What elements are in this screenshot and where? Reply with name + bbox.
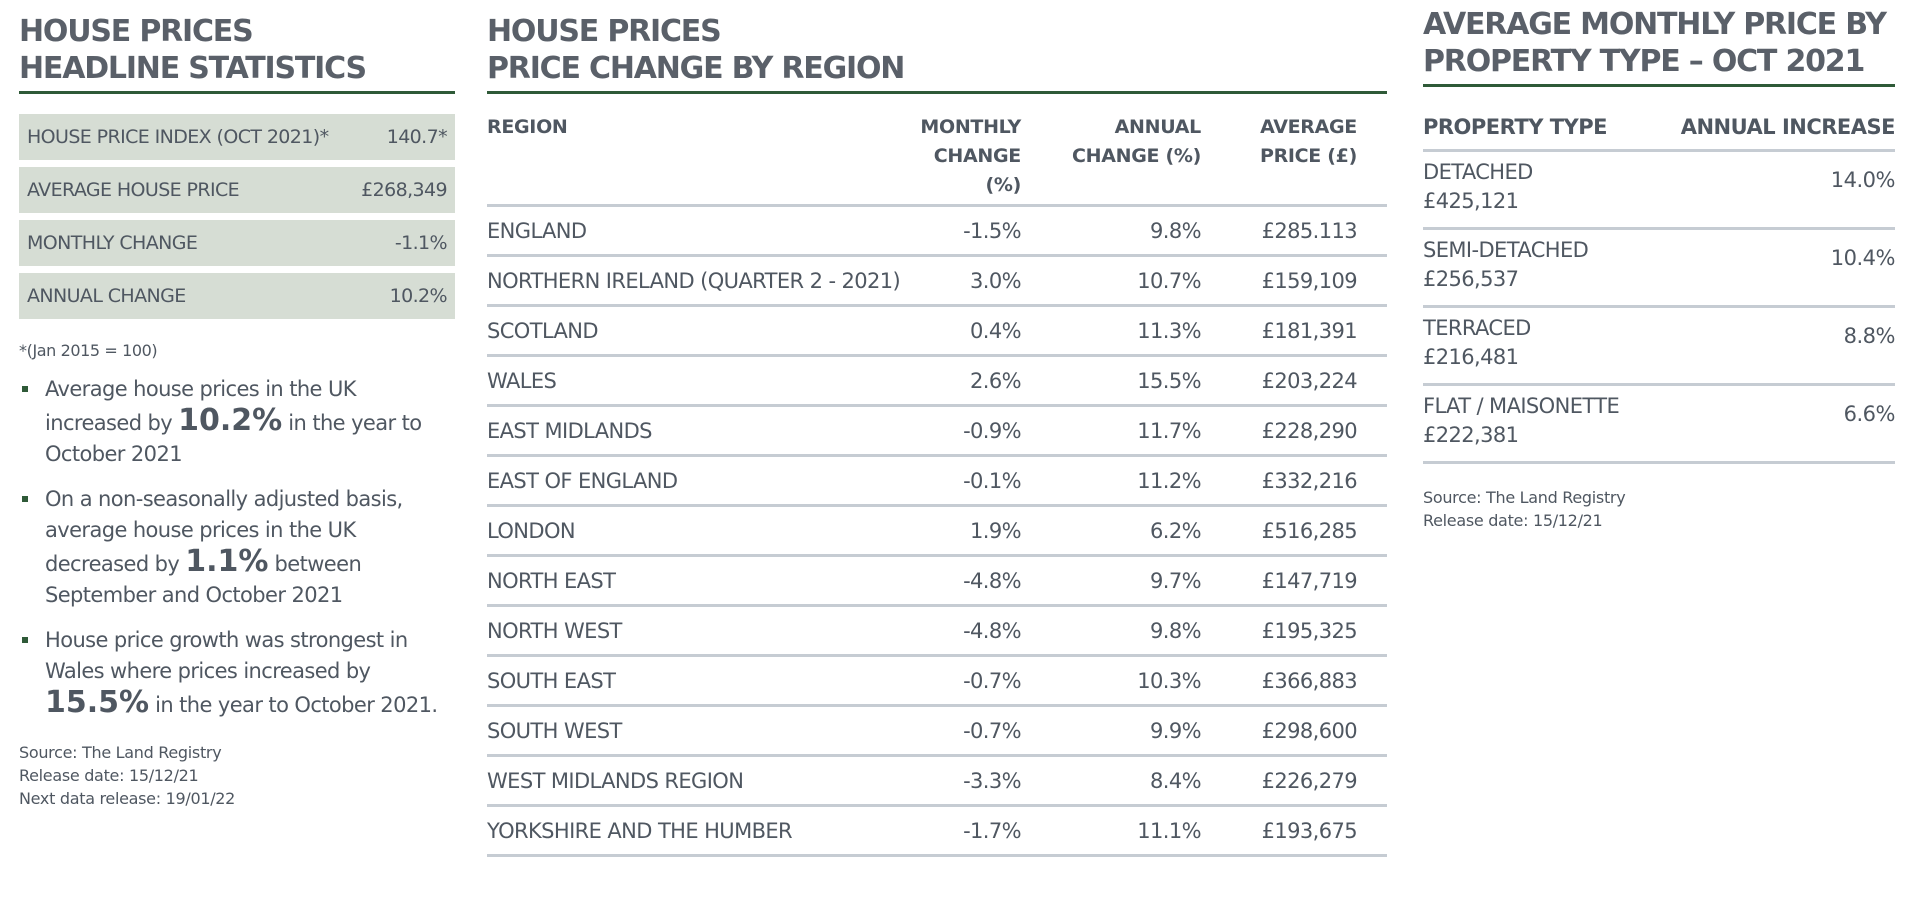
- stat-label: MONTHLY CHANGE: [27, 232, 198, 254]
- annual-change: 9.8%: [1021, 606, 1201, 656]
- bullet-text: House price growth was strongest in Wales where prices increased by: [45, 628, 408, 683]
- header-monthly-change: MONTHLY CHANGE (%): [907, 107, 1021, 206]
- region-table: [487, 107, 1387, 857]
- annual-change: 9.9%: [1021, 706, 1201, 756]
- headline-next-release: Next data release: 19/01/22: [19, 789, 236, 808]
- header-region: REGION: [487, 107, 907, 206]
- property-release-date: Release date: 15/12/21: [1423, 511, 1603, 530]
- property-type: FLAT / MAISONETTE: [1423, 394, 1620, 418]
- monthly-change: -0.7%: [907, 706, 1021, 756]
- average-price: £298,600: [1201, 706, 1387, 756]
- region-name: SOUTH EAST: [487, 656, 907, 706]
- region-name: LONDON: [487, 506, 907, 556]
- headline-bullet-list: [19, 374, 455, 721]
- property-type-cell: [1423, 392, 1619, 461]
- monthly-change: -1.7%: [907, 806, 1021, 856]
- headline-title-line1: HOUSE PRICES: [19, 14, 253, 49]
- property-row: [1423, 308, 1895, 386]
- property-row: [1423, 386, 1895, 464]
- property-type-cell: [1423, 236, 1588, 305]
- headline-source: Source: The Land Registry: [19, 743, 222, 762]
- stat-value: -1.1%: [394, 232, 447, 254]
- region-name: WALES: [487, 356, 907, 406]
- average-price: £147,719: [1201, 556, 1387, 606]
- bullet-text: Average house prices in the UK increased by: [45, 377, 356, 435]
- table-row: [487, 356, 1387, 406]
- annual-increase: 6.6%: [1843, 402, 1895, 426]
- table-row: [487, 206, 1387, 256]
- stat-box: [19, 273, 455, 319]
- property-price: £222,381: [1423, 423, 1519, 447]
- region-name: ENGLAND: [487, 206, 907, 256]
- annual-change: 11.7%: [1021, 406, 1201, 456]
- region-name: NORTH WEST: [487, 606, 907, 656]
- table-row: [487, 256, 1387, 306]
- average-price: £203,224: [1201, 356, 1387, 406]
- property-type-cell: [1423, 314, 1531, 383]
- region-table-header: [487, 107, 1387, 206]
- average-price: £181,391: [1201, 306, 1387, 356]
- table-row: [487, 756, 1387, 806]
- headline-title-line2: HEADLINE STATISTICS: [19, 51, 366, 86]
- region-name: YORKSHIRE AND THE HUMBER: [487, 806, 907, 856]
- annual-change: 10.7%: [1021, 256, 1201, 306]
- annual-change: 15.5%: [1021, 356, 1201, 406]
- property-price: £256,537: [1423, 267, 1519, 291]
- stat-box: [19, 220, 455, 266]
- stat-box: [19, 114, 455, 160]
- bullet-text: On a non-seasonally adjusted basis, average house prices in the UK decreased by: [45, 487, 403, 576]
- annual-change: 10.3%: [1021, 656, 1201, 706]
- property-title: [1423, 0, 1895, 87]
- monthly-change: -0.9%: [907, 406, 1021, 456]
- stat-label: HOUSE PRICE INDEX (OCT 2021)*: [27, 126, 329, 148]
- property-row: [1423, 152, 1895, 230]
- header-average-price: AVERAGE PRICE (£): [1201, 107, 1387, 206]
- property-type-cell: [1423, 158, 1533, 227]
- region-table-body: [487, 206, 1387, 856]
- property-type: TERRACED: [1423, 316, 1531, 340]
- header-property-type: PROPERTY TYPE: [1423, 115, 1607, 139]
- annual-change: 11.2%: [1021, 456, 1201, 506]
- headline-statistics-panel: [19, 0, 455, 810]
- property-type-panel: [1423, 0, 1895, 532]
- header-annual-increase: ANNUAL INCREASE: [1680, 115, 1895, 139]
- average-price: £195,325: [1201, 606, 1387, 656]
- table-row: [487, 606, 1387, 656]
- bullet-text: in the year to October 2021: [45, 411, 422, 466]
- property-type: SEMI-DETACHED: [1423, 238, 1589, 262]
- region-price-panel: [487, 0, 1387, 857]
- annual-change: 9.8%: [1021, 206, 1201, 256]
- monthly-change: -0.7%: [907, 656, 1021, 706]
- stat-label: AVERAGE HOUSE PRICE: [27, 179, 240, 201]
- monthly-change: -0.1%: [907, 456, 1021, 506]
- property-title-line1: AVERAGE MONTHLY PRICE BY: [1423, 7, 1886, 42]
- property-table-header: [1423, 87, 1895, 152]
- average-price: £228,290: [1201, 406, 1387, 456]
- region-title-line1: HOUSE PRICES: [487, 14, 721, 49]
- monthly-change: 0.4%: [907, 306, 1021, 356]
- average-price: £159,109: [1201, 256, 1387, 306]
- monthly-change: 2.6%: [907, 356, 1021, 406]
- annual-change: 8.4%: [1021, 756, 1201, 806]
- region-name: SOUTH WEST: [487, 706, 907, 756]
- property-source: Source: The Land Registry: [1423, 488, 1626, 507]
- monthly-change: -4.8%: [907, 556, 1021, 606]
- headline-release-date: Release date: 15/12/21: [19, 766, 199, 785]
- average-price: £285.113: [1201, 206, 1387, 256]
- bullet-highlight: 15.5%: [45, 685, 150, 720]
- region-title: [487, 0, 1387, 94]
- annual-change: 11.1%: [1021, 806, 1201, 856]
- bullet-item: [19, 625, 455, 721]
- annual-change: 6.2%: [1021, 506, 1201, 556]
- region-name: NORTHERN IRELAND (QUARTER 2 - 2021): [487, 256, 907, 306]
- table-row: [487, 506, 1387, 556]
- average-price: £516,285: [1201, 506, 1387, 556]
- annual-change: 9.7%: [1021, 556, 1201, 606]
- table-row: [487, 706, 1387, 756]
- property-table-body: [1423, 152, 1895, 464]
- bullet-highlight: 10.2%: [178, 403, 283, 438]
- monthly-change: -3.3%: [907, 756, 1021, 806]
- average-price: £226,279: [1201, 756, 1387, 806]
- property-type: DETACHED: [1423, 160, 1533, 184]
- bullet-item: [19, 484, 455, 611]
- monthly-change: -1.5%: [907, 206, 1021, 256]
- headline-title: [19, 0, 455, 94]
- annual-increase: 10.4%: [1830, 246, 1895, 270]
- table-row: [487, 806, 1387, 856]
- monthly-change: 3.0%: [907, 256, 1021, 306]
- property-row: [1423, 230, 1895, 308]
- stat-box: [19, 167, 455, 213]
- table-row: [487, 456, 1387, 506]
- average-price: £193,675: [1201, 806, 1387, 856]
- bullet-text: in the year to October 2021.: [149, 693, 438, 717]
- monthly-change: 1.9%: [907, 506, 1021, 556]
- headline-stat-list: [19, 114, 455, 319]
- region-title-line2: PRICE CHANGE BY REGION: [487, 51, 905, 86]
- stat-value: 140.7*: [386, 126, 447, 148]
- property-price: £216,481: [1423, 345, 1519, 369]
- bullet-item: [19, 374, 455, 470]
- region-name: EAST OF ENGLAND: [487, 456, 907, 506]
- region-name: NORTH EAST: [487, 556, 907, 606]
- stat-value: 10.2%: [389, 285, 447, 307]
- region-name: SCOTLAND: [487, 306, 907, 356]
- table-row: [487, 556, 1387, 606]
- monthly-change: -4.8%: [907, 606, 1021, 656]
- annual-increase: 8.8%: [1843, 324, 1895, 348]
- average-price: £366,883: [1201, 656, 1387, 706]
- stat-label: ANNUAL CHANGE: [27, 285, 186, 307]
- index-base-note: *(Jan 2015 = 100): [19, 341, 158, 360]
- bullet-text: between September and October 2021: [45, 552, 362, 607]
- table-row: [487, 406, 1387, 456]
- region-name: WEST MIDLANDS REGION: [487, 756, 907, 806]
- headline-source-block: [19, 741, 455, 810]
- property-price: £425,121: [1423, 189, 1519, 213]
- stat-value: £268,349: [361, 179, 447, 201]
- average-price: £332,216: [1201, 456, 1387, 506]
- annual-change: 11.3%: [1021, 306, 1201, 356]
- table-row: [487, 306, 1387, 356]
- property-source-block: [1423, 486, 1895, 532]
- property-title-line2: PROPERTY TYPE – OCT 2021: [1423, 44, 1865, 79]
- header-annual-change: ANNUAL CHANGE (%): [1021, 107, 1201, 206]
- annual-increase: 14.0%: [1830, 168, 1895, 192]
- table-row: [487, 656, 1387, 706]
- bullet-highlight: 1.1%: [185, 544, 269, 579]
- region-name: EAST MIDLANDS: [487, 406, 907, 456]
